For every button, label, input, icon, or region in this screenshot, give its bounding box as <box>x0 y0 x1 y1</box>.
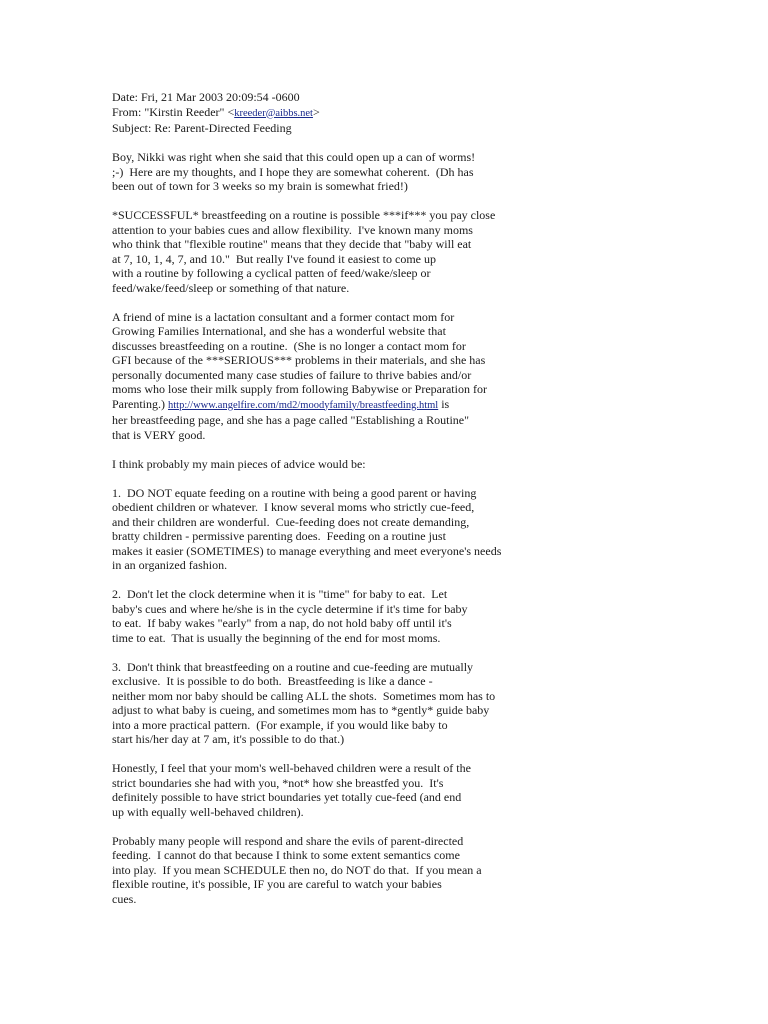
text-line: A friend of mine is a lactation consultant and a former contact mom for <box>112 309 455 324</box>
text-line: time to eat. That is usually the beginning of the end for most moms. <box>112 630 441 645</box>
text-fragment: Parenting.) <box>112 396 165 411</box>
text-line: makes it easier (SOMETIMES) to manage everything and meet everyone's needs <box>112 543 502 558</box>
text-line: Probably many people will respond and share the evils of parent-directed <box>112 833 464 848</box>
text-line: and their children are wonderful. Cue-feeding does not create demanding, <box>112 514 470 529</box>
text-line: exclusive. It is possible to do both. Breastfeeding is like a dance - <box>112 674 433 688</box>
paragraph-5 <box>112 486 552 573</box>
text-line: feeding. I cannot do that because I think to some extent semantics come <box>112 848 460 862</box>
email-header <box>112 90 552 136</box>
text-line-with-link <box>112 397 552 414</box>
text-line: obedient children or whatever. I know several moms who strictly cue-feed, <box>112 500 475 514</box>
text-line: GFI because of the ***SERIOUS*** problems in their materials, and she has <box>112 353 486 367</box>
text-line: Boy, Nikki was right when she said that this could open up a can of worms! <box>112 150 476 164</box>
email-from-prefix: From: "Kirstin Reeder" < <box>112 104 235 119</box>
paragraph-7 <box>112 660 552 747</box>
text-line: 2. Don't let the clock determine when it is "time" for baby to eat. Let <box>112 587 448 601</box>
text-line: bratty children - permissive parenting does. Feeding on a routine just <box>112 529 446 543</box>
paragraph-4 <box>112 457 552 472</box>
email-date: Date: Fri, 21 Mar 2003 20:09:54 -0600 <box>112 90 300 104</box>
text-line: in an organized fashion. <box>112 558 228 572</box>
text-line: with a routine by following a cyclical patten of feed/wake/sleep or <box>112 266 431 280</box>
text-line: her breastfeeding page, and she has a page called "Establishing a Routine" <box>112 413 470 427</box>
email-document <box>112 90 552 921</box>
text-line: up with equally well-behaved children). <box>112 804 304 819</box>
text-line: attention to your babies cues and allow flexibility. I've known many moms <box>112 222 473 237</box>
text-line: at 7, 10, 1, 4, 7, and 10." But really I've found it easiest to come up <box>112 251 436 266</box>
text-line: to eat. If baby wakes "early" from a nap, do not hold baby off until it's <box>112 616 452 630</box>
email-from-suffix: > <box>312 104 320 119</box>
paragraph-9 <box>112 834 552 907</box>
text-line: feed/wake/feed/sleep or something of that nature. <box>112 280 350 295</box>
text-line: cues. <box>112 891 137 906</box>
text-line: I think probably my main pieces of advice would be: <box>112 456 366 471</box>
text-line: that is VERY good. <box>112 427 206 442</box>
text-line: 1. DO NOT equate feeding on a routine with being a good parent or having <box>112 485 477 500</box>
text-line: discusses breastfeeding on a routine. (She is no longer a contact mom for <box>112 338 466 353</box>
text-fragment: is <box>438 396 450 411</box>
text-line: adjust to what baby is cueing, and sometimes mom has to *gently* guide baby <box>112 703 490 717</box>
breastfeeding-page-link[interactable]: http://www.angelfire.com/md2/moodyfamily/breastfeeding.html <box>168 399 439 411</box>
sender-email-link[interactable]: kreeder@aibbs.net <box>234 107 313 119</box>
text-line: into play. If you mean SCHEDULE then no, do NOT do that. If you mean a <box>112 862 482 877</box>
text-line: definitely possible to have strict boundaries yet totally cue-feed (and end <box>112 790 462 804</box>
paragraph-8 <box>112 761 552 819</box>
text-line: been out of town for 3 weeks so my brain is somewhat fried!) <box>112 179 408 193</box>
text-line: Growing Families International, and she has a wonderful website that <box>112 324 446 338</box>
text-line: Honestly, I feel that your mom's well-behaved children were a result of the <box>112 761 471 775</box>
email-subject: Subject: Re: Parent-Directed Feeding <box>112 121 292 135</box>
paragraph-2 <box>112 208 552 295</box>
text-line: *SUCCESSFUL* breastfeeding on a routine is possible ***if*** you pay close <box>112 208 496 222</box>
text-line: into a more practical pattern. (For example, if you would like baby to <box>112 717 448 732</box>
text-line: who think that "flexible routine" means that they decide that "baby will eat <box>112 237 472 251</box>
text-line: baby's cues and where he/she is in the cycle determine if it's time for baby <box>112 601 468 616</box>
text-line: strict boundaries she had with you, *not* how she breastfed you. It's <box>112 775 444 790</box>
text-line: neither mom nor baby should be calling ALL the shots. Sometimes mom has to <box>112 688 496 703</box>
paragraph-1 <box>112 150 552 194</box>
email-from <box>112 105 552 122</box>
text-line: start his/her day at 7 am, it's possible to do that.) <box>112 732 345 746</box>
text-line: moms who lose their milk supply from following Babywise or Preparation for <box>112 382 487 396</box>
text-line: flexible routine, it's possible, IF you are careful to watch your babies <box>112 877 442 891</box>
paragraph-6 <box>112 587 552 645</box>
text-line: personally documented many case studies of failure to thrive babies and/or <box>112 367 472 382</box>
paragraph-3 <box>112 310 552 443</box>
text-line: ;-) Here are my thoughts, and I hope they are somewhat coherent. (Dh has <box>112 164 474 179</box>
text-line: 3. Don't think that breastfeeding on a routine and cue-feeding are mutually <box>112 659 474 674</box>
